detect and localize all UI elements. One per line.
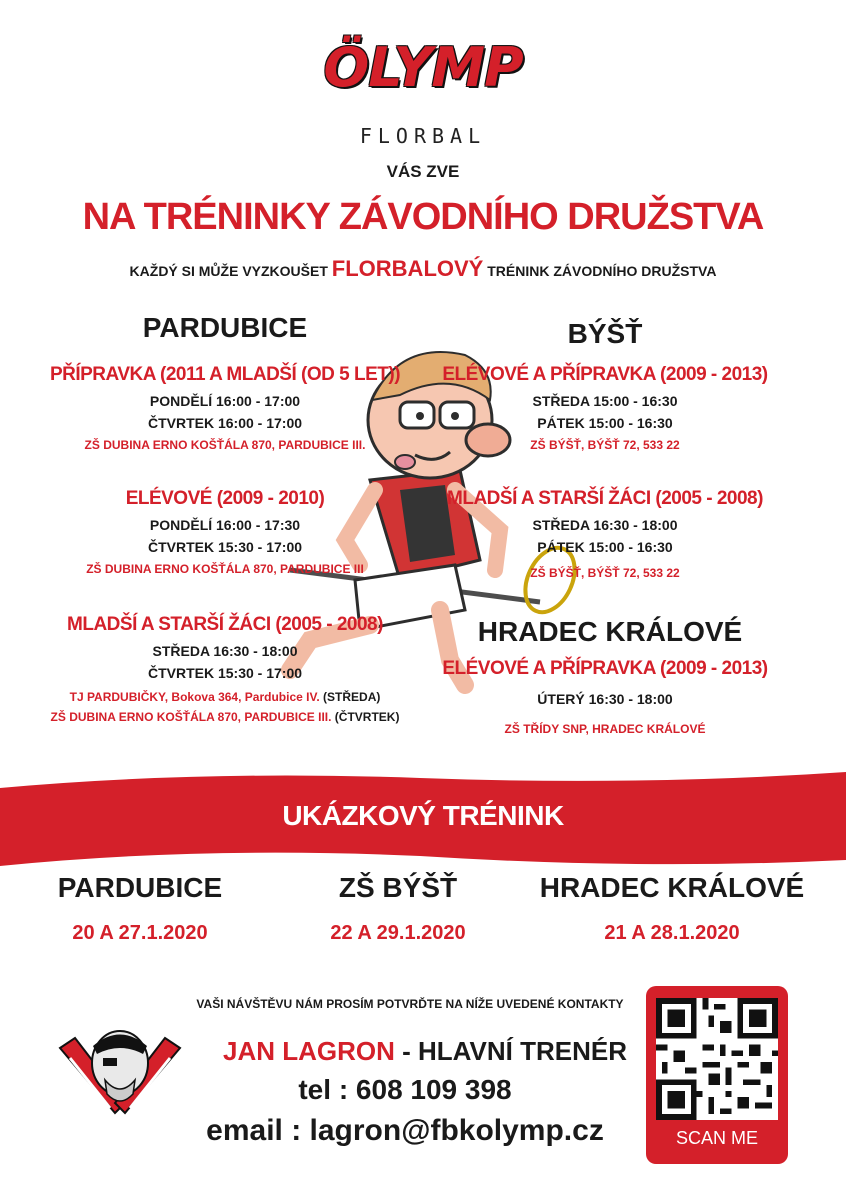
qr-code [656, 998, 778, 1120]
demo-date-1: 20 A 27.1.2020 [72, 922, 208, 944]
pardubice-group-1-place: ZŠ DUBINA ERNO KOŠŤÁLA 870, PARDUBICE III. [84, 438, 366, 452]
byst-group-2-place: ZŠ BÝŠŤ, BÝŠŤ 72, 533 22 [530, 566, 680, 580]
byst-group-2-time-1: STŘEDA 16:30 - 18:00 [532, 517, 678, 533]
city-byst: BÝŠŤ [567, 318, 643, 349]
qr-code-card[interactable] [646, 986, 788, 1164]
place-1-text: TJ PARDUBIČKY, Bokova 364, Pardubice IV. [69, 690, 320, 704]
pardubice-group-2-title: ELÉVOVÉ (2009 - 2010) [125, 488, 325, 509]
city-pardubice: PARDUBICE [142, 312, 308, 343]
pardubice-group-2-time-1: PONDĚLÍ 16:00 - 17:30 [149, 517, 301, 533]
pardubice-group-3-title: MLADŠÍ A STARŠÍ ŽÁCI (2005 - 2008) [67, 614, 383, 635]
demo-city-1: PARDUBICE [57, 872, 223, 903]
byst-group-1-place: ZŠ BÝŠŤ, BÝŠŤ 72, 533 22 [530, 438, 680, 452]
subline-after: TRÉNINK ZÁVODNÍHO DRUŽSTVA [487, 263, 717, 279]
subline [0, 256, 846, 282]
logo-wordmark: ÖLYMP [323, 36, 523, 99]
hradec-group-1-title: ELÉVOVÉ A PŘÍPRAVKA (2009 - 2013) [442, 658, 768, 679]
subline-highlight: FLORBALOVÝ [331, 256, 484, 281]
byst-group-1-time-1: STŘEDA 15:00 - 16:30 [532, 393, 678, 409]
demo-date-2: 22 A 29.1.2020 [330, 922, 466, 944]
invite-text: VÁS ZVE [386, 162, 460, 181]
pardubice-group-2-time-2: ČTVRTEK 15:30 - 17:00 [147, 539, 303, 555]
logo-subtitle: FLORBAL [359, 124, 487, 148]
place-1-day: (STŘEDA) [323, 690, 381, 704]
byst-group-2-time-2: PÁTEK 15:00 - 16:30 [537, 539, 673, 555]
subline-before: KAŽDÝ SI MŮŽE VYZKOUŠET [129, 263, 328, 279]
city-hradec: HRADEC KRÁLOVÉ [477, 616, 743, 647]
scan-me-label: SCAN ME [675, 1128, 758, 1148]
phone-number[interactable]: tel : 608 109 398 [298, 1074, 512, 1105]
olymp-logo [0, 30, 846, 160]
pardubice-group-1-time-1: PONDĚLÍ 16:00 - 17:00 [149, 393, 301, 409]
byst-group-1-title: ELÉVOVÉ A PŘÍPRAVKA (2009 - 2013) [442, 364, 768, 385]
pardubice-group-3-time-2: ČTVRTEK 15:30 - 17:00 [147, 665, 303, 681]
email-address[interactable]: email : lagron@fbkolymp.cz [206, 1114, 604, 1147]
byst-group-2-title: MLADŠÍ A STARŠÍ ŽÁCI (2005 - 2008) [447, 488, 763, 509]
coach-name: JAN LAGRON [223, 1036, 395, 1066]
demo-banner-title: UKÁZKOVÝ TRÉNINK [282, 800, 564, 831]
pardubice-group-1-time-2: ČTVRTEK 16:00 - 17:00 [147, 415, 303, 431]
place-2-text: ZŠ DUBINA ERNO KOŠŤÁLA 870, PARDUBICE III. [50, 710, 332, 724]
confirm-text: VAŠI NÁVŠTĚVU NÁM PROSÍM POTVRĎTE NA NÍŽE UVEDENÉ KONTAKTY [196, 997, 624, 1011]
place-2-day: (ČTVRTEK) [334, 710, 400, 724]
pardubice-group-1-title: PŘÍPRAVKA (2011 A MLADŠÍ (OD 5 LET)) [49, 364, 401, 385]
pardubice-group-2-place: ZŠ DUBINA ERNO KOŠŤÁLA 870, PARDUBICE III [86, 562, 364, 576]
hradec-group-1-time-1: ÚTERÝ 16:30 - 18:00 [537, 691, 673, 707]
demo-city-2: ZŠ BÝŠŤ [338, 872, 458, 903]
demo-date-3: 21 A 28.1.2020 [604, 922, 740, 944]
headline: NA TRÉNINKY ZÁVODNÍHO DRUŽSTVA [82, 196, 764, 238]
demo-city-3: HRADEC KRÁLOVÉ [539, 872, 805, 903]
hradec-group-1-place: ZŠ TŘÍDY SNP, HRADEC KRÁLOVÉ [504, 722, 706, 736]
club-pirate-logo [55, 1018, 185, 1128]
coach-line [200, 1036, 650, 1067]
pardubice-group-3-place-1 [20, 690, 430, 704]
coach-role: - HLAVNÍ TRENÉR [402, 1036, 627, 1066]
byst-group-1-time-2: PÁTEK 15:00 - 16:30 [537, 415, 673, 431]
pardubice-group-3-time-1: STŘEDA 16:30 - 18:00 [152, 643, 298, 659]
pardubice-group-3-place-2 [20, 710, 430, 724]
